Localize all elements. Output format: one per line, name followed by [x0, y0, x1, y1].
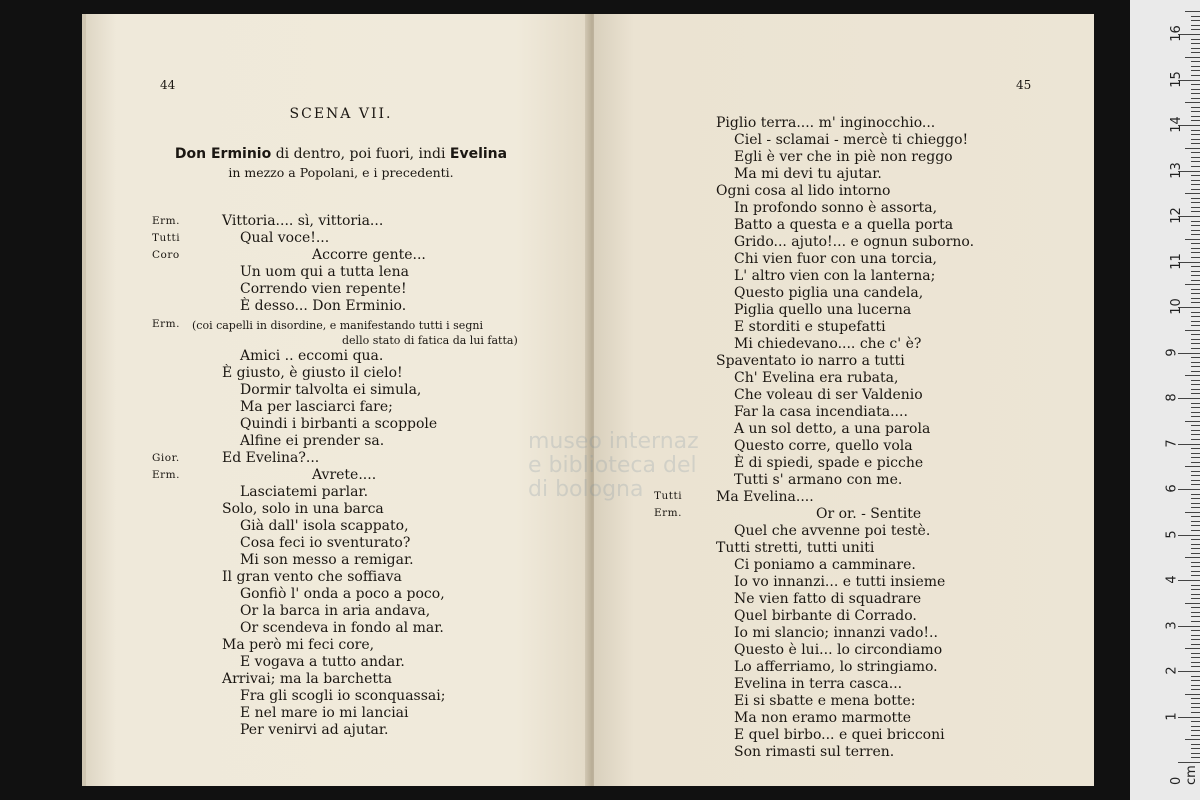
ruler-tick	[1191, 425, 1200, 426]
ruler-tick	[1178, 671, 1200, 672]
ruler-tick	[1178, 444, 1200, 445]
ruler-number: 12	[1168, 207, 1184, 224]
ruler-tick	[1185, 11, 1200, 12]
verse-line: A un sol detto, a una parola	[734, 421, 931, 437]
verse-line: Ma mi devi tu ajutar.	[734, 166, 882, 182]
verse-line: Ci poniamo a camminare.	[734, 557, 916, 573]
ruler-number: 2	[1164, 666, 1180, 675]
ruler-tick	[1191, 111, 1200, 112]
verse-line: Gonfiò l' onda a poco a poco,	[240, 586, 445, 602]
ruler-number: 15	[1168, 70, 1184, 88]
verse-line: Ma Evelina....	[716, 489, 814, 505]
ruler-tick	[1191, 66, 1200, 67]
ruler-tick	[1191, 321, 1200, 322]
ruler-tick	[1191, 175, 1200, 176]
ruler-tick	[1191, 434, 1200, 435]
ruler-tick	[1191, 257, 1200, 258]
ruler-tick	[1191, 348, 1200, 349]
ruler-tick	[1191, 120, 1200, 121]
speaker-label: Erm.	[654, 507, 682, 519]
ruler-tick	[1191, 362, 1200, 363]
verse-line: Spaventato io narro a tutti	[716, 353, 905, 369]
ruler-tick	[1185, 603, 1200, 604]
ruler-tick	[1185, 193, 1200, 194]
verse-line: In profondo sonno è assorta,	[734, 200, 938, 216]
ruler-tick	[1191, 339, 1200, 340]
verse-line: Evelina in terra casca...	[734, 676, 903, 692]
ruler-tick	[1191, 93, 1200, 94]
ruler-tick	[1191, 412, 1200, 413]
verse-line: Tutti stretti, tutti uniti	[716, 540, 875, 556]
verse-line: Cosa feci io sventurato?	[240, 535, 411, 551]
verse-line: Già dall' isola scappato,	[240, 518, 409, 534]
ruler-tick	[1191, 566, 1200, 567]
verse-line: Lasciatemi parlar.	[240, 484, 369, 500]
verse-line: Batto a questa e a quella porta	[734, 217, 954, 233]
ruler-tick	[1191, 207, 1200, 208]
ruler-tick	[1191, 480, 1200, 481]
ruler-tick	[1191, 180, 1200, 181]
ruler-tick	[1185, 284, 1200, 285]
verse-line: Or la barca in aria andava,	[240, 603, 431, 619]
verse-line: Or or. - Sentite	[816, 506, 922, 522]
ruler-tick	[1191, 612, 1200, 613]
ruler-tick	[1191, 143, 1200, 144]
ruler-tick	[1191, 266, 1200, 267]
ruler-tick	[1185, 466, 1200, 467]
ruler-tick	[1191, 166, 1200, 167]
ruler-tick	[1191, 139, 1200, 140]
ruler-tick	[1191, 707, 1200, 708]
verse-line: Mi chiedevano.... che c' è?	[734, 336, 922, 352]
ruler-number: 1	[1164, 711, 1180, 721]
ruler-tick	[1191, 653, 1200, 654]
ruler-tick	[1191, 585, 1200, 586]
ruler-tick	[1191, 189, 1200, 190]
verse-line: È di spiedi, spade e picche	[734, 455, 924, 471]
ruler-tick	[1191, 516, 1200, 517]
ruler-tick	[1191, 371, 1200, 372]
ruler-number: 7	[1164, 438, 1180, 448]
ruler-tick	[1191, 403, 1200, 404]
ruler-tick	[1191, 211, 1200, 212]
verse-line: Io vo innanzi... e tutti insieme	[734, 574, 946, 590]
ruler-tick	[1185, 239, 1200, 240]
ruler-tick	[1191, 157, 1200, 158]
verse-line: Son rimasti sul terren.	[734, 744, 895, 760]
ruler-tick	[1191, 293, 1200, 294]
speaker-label: Tutti	[654, 490, 683, 502]
watermark-line: e biblioteca del	[528, 453, 697, 478]
verse-line: Questo corre, quello vola	[734, 438, 913, 454]
ruler-tick	[1191, 635, 1200, 636]
verse-line: Vittoria.... sì, vittoria...	[222, 213, 384, 229]
ruler-tick	[1191, 525, 1200, 526]
verse-line: Quel birbante di Corrado.	[734, 608, 917, 624]
ruler-tick	[1191, 116, 1200, 117]
verse-line: Ma però mi feci core,	[222, 637, 375, 653]
ruler-tick	[1191, 302, 1200, 303]
verse-line: Ma non eramo marmotte	[734, 710, 912, 726]
ruler-number: 3	[1164, 620, 1180, 630]
ruler-number: 0 cm	[1169, 765, 1199, 785]
ruler-number: 16	[1168, 25, 1184, 42]
ruler-tick	[1191, 325, 1200, 326]
ruler-tick	[1191, 616, 1200, 617]
ruler-number: 13	[1168, 161, 1184, 179]
ruler-tick	[1191, 16, 1200, 17]
verse-line: Solo, solo in una barca	[222, 501, 384, 517]
ruler-tick	[1191, 457, 1200, 458]
ruler-number: 6	[1164, 484, 1180, 493]
ruler-tick	[1191, 407, 1200, 408]
ruler-tick	[1191, 598, 1200, 599]
ruler-tick	[1185, 330, 1200, 331]
ruler-tick	[1185, 375, 1200, 376]
speaker-label: Tutti	[152, 232, 181, 244]
ruler-tick	[1191, 384, 1200, 385]
ruler-tick	[1191, 726, 1200, 727]
ruler-tick	[1191, 553, 1200, 554]
ruler-tick	[1191, 594, 1200, 595]
page-number-right: 45	[1016, 78, 1032, 92]
verse-line: Accorre gente...	[312, 247, 426, 263]
ruler-tick	[1191, 721, 1200, 722]
ruler-tick	[1191, 607, 1200, 608]
ruler-tick	[1178, 489, 1200, 490]
ruler-tick	[1191, 685, 1200, 686]
verse-line: Quel che avvenne poi testè.	[734, 523, 931, 539]
ruler-tick	[1191, 316, 1200, 317]
ruler-tick	[1191, 453, 1200, 454]
ruler-tick	[1191, 416, 1200, 417]
ruler-tick	[1178, 535, 1200, 536]
verse-line: Qual voce!...	[240, 230, 330, 246]
ruler-tick	[1191, 539, 1200, 540]
verse-line: Mi son messo a remigar.	[240, 552, 414, 568]
ruler-tick	[1191, 712, 1200, 713]
ruler-tick	[1191, 202, 1200, 203]
verse-line: Or scendeva in fondo al mar.	[240, 620, 444, 636]
ruler-tick	[1191, 43, 1200, 44]
ruler-tick	[1191, 61, 1200, 62]
verse-line: Questo è lui... lo circondiamo	[734, 642, 943, 658]
verse-line: Ogni cosa al lido intorno	[716, 183, 891, 199]
ruler-tick	[1191, 221, 1200, 222]
ruler-number: 14	[1168, 116, 1184, 133]
ruler-number: 4	[1164, 575, 1180, 584]
ruler-tick	[1178, 717, 1200, 718]
verse-line: Alfine ei prender sa.	[240, 433, 385, 449]
ruler-tick	[1191, 275, 1200, 276]
ruler-tick	[1191, 448, 1200, 449]
verse-line: Un uom qui a tutta lena	[240, 264, 409, 280]
stage-direction: dello stato di fatica da lui fatta)	[342, 334, 518, 347]
verse-line: Il gran vento che soffiava	[222, 569, 402, 585]
verse-line: Piglio terra.... m' inginocchio...	[716, 115, 936, 131]
ruler-tick	[1191, 234, 1200, 235]
ruler-tick	[1185, 512, 1200, 513]
ruler-tick	[1191, 530, 1200, 531]
ruler-tick	[1178, 626, 1200, 627]
verse-line: Lo afferriamo, lo stringiamo.	[734, 659, 938, 675]
verse-line: È giusto, è giusto il cielo!	[222, 365, 403, 381]
ruler-tick	[1191, 84, 1200, 85]
ruler-tick	[1191, 475, 1200, 476]
speaker-label: Gior.	[152, 452, 180, 464]
ruler-tick	[1191, 298, 1200, 299]
ruler-number: 10	[1168, 298, 1184, 315]
ruler-tick	[1191, 198, 1200, 199]
ruler-tick	[1191, 70, 1200, 71]
ruler-tick	[1191, 462, 1200, 463]
ruler-tick	[1191, 494, 1200, 495]
ruler-tick	[1191, 748, 1200, 749]
verse-line: E vogava a tutto andar.	[240, 654, 405, 670]
ruler-tick	[1191, 471, 1200, 472]
ruler-tick	[1191, 243, 1200, 244]
ruler-number: 9	[1164, 347, 1180, 357]
ruler-tick	[1191, 430, 1200, 431]
ruler-tick	[1191, 389, 1200, 390]
verse-line: Chi vien fuor con una torcia,	[734, 251, 937, 267]
left-page	[82, 14, 592, 786]
heading-name-erminio: Don Erminio	[174, 146, 272, 162]
ruler-tick	[1191, 544, 1200, 545]
ruler-tick	[1191, 252, 1200, 253]
verse-line: Egli è ver che in piè non reggo	[734, 149, 953, 165]
ruler-tick	[1191, 503, 1200, 504]
verse-line: Ne vien fatto di squadrare	[734, 591, 922, 607]
page-number-left: 44	[160, 78, 176, 92]
ruler-tick	[1191, 575, 1200, 576]
heading-name-evelina: Evelina	[449, 146, 508, 162]
stage-direction: (coi capelli in disordine, e manifestando tutti i segni	[192, 319, 483, 332]
verse-line: Ei si sbatte e mena botte:	[734, 693, 916, 709]
ruler-tick	[1191, 334, 1200, 335]
ruler-tick	[1191, 689, 1200, 690]
verse-line: Per venirvi ad ajutar.	[240, 722, 389, 738]
speaker-label: Erm.	[152, 318, 180, 330]
watermark-line: museo internaz	[528, 429, 699, 454]
ruler-tick	[1191, 730, 1200, 731]
ruler-tick	[1191, 571, 1200, 572]
verse-line: Ed Evelina?...	[222, 450, 320, 466]
verse-line: Grido... ajuto!... e ognun suborno.	[734, 234, 975, 250]
ruler-tick	[1191, 639, 1200, 640]
ruler-tick	[1191, 698, 1200, 699]
ruler-tick	[1191, 39, 1200, 40]
ruler-tick	[1191, 644, 1200, 645]
ruler-tick	[1185, 148, 1200, 149]
ruler-tick	[1191, 161, 1200, 162]
verse-line: E nel mare io mi lanciai	[240, 705, 409, 721]
ruler-tick	[1191, 589, 1200, 590]
verse-line: E quel birbo... e quei bricconi	[734, 727, 945, 743]
speaker-label: Erm.	[152, 469, 180, 481]
ruler-tick	[1185, 739, 1200, 740]
ruler-tick	[1191, 630, 1200, 631]
ruler-tick	[1191, 548, 1200, 549]
ruler-tick	[1185, 57, 1200, 58]
museum-watermark	[528, 430, 699, 502]
ruler-tick	[1191, 666, 1200, 667]
ruler-tick	[1191, 735, 1200, 736]
verse-line: Questo piglia una candela,	[734, 285, 924, 301]
verse-line: Dormir talvolta ei simula,	[240, 382, 422, 398]
ruler-tick	[1191, 98, 1200, 99]
verse-line: Arrivai; ma la barchetta	[222, 671, 392, 687]
ruler-tick	[1191, 662, 1200, 663]
ruler-tick	[1191, 52, 1200, 53]
verse-line: Io mi slancio; innanzi vado!..	[734, 625, 938, 641]
ruler-tick	[1191, 107, 1200, 108]
ruler-number: 5	[1164, 529, 1180, 539]
right-page	[594, 14, 1094, 786]
ruler-number: 8	[1164, 393, 1180, 402]
ruler-tick	[1191, 271, 1200, 272]
watermark-line: di bologna	[528, 477, 644, 502]
ruler-tick	[1185, 694, 1200, 695]
ruler-tick	[1191, 703, 1200, 704]
verse-line: Fra gli scogli io sconquassai;	[240, 688, 446, 704]
verse-line: Correndo vien repente!	[240, 281, 407, 297]
ruler-tick	[1191, 366, 1200, 367]
verse-line: Ma per lasciarci fare;	[240, 399, 393, 415]
ruler-tick	[1191, 248, 1200, 249]
ruler-tick	[1185, 421, 1200, 422]
ruler-tick	[1185, 557, 1200, 558]
ruler-tick	[1185, 102, 1200, 103]
ruler-tick	[1191, 521, 1200, 522]
ruler-tick	[1178, 580, 1200, 581]
ruler-tick	[1191, 439, 1200, 440]
ruler-number: 11	[1168, 252, 1184, 270]
ruler-tick	[1191, 184, 1200, 185]
ruler-tick	[1191, 75, 1200, 76]
scene-heading	[86, 146, 596, 162]
ruler-tick	[1191, 312, 1200, 313]
speaker-label: Erm.	[152, 215, 180, 227]
ruler-tick	[1191, 676, 1200, 677]
scene-title: SCENA VII.	[289, 106, 393, 122]
ruler-tick	[1191, 380, 1200, 381]
open-book	[82, 14, 1094, 786]
ruler-tick	[1191, 48, 1200, 49]
ruler-tick	[1191, 280, 1200, 281]
ruler-tick	[1178, 398, 1200, 399]
ruler-tick	[1191, 20, 1200, 21]
ruler-tick	[1191, 289, 1200, 290]
verse-line: È desso... Don Erminio.	[240, 298, 407, 314]
verse-line: Ch' Evelina era rubata,	[734, 370, 899, 386]
heading-text: di dentro, poi fuori, indi	[275, 146, 446, 162]
ruler-tick	[1191, 89, 1200, 90]
ruler-tick	[1191, 134, 1200, 135]
verse-line: Far la casa incendiata....	[734, 404, 908, 420]
ruler-tick	[1191, 225, 1200, 226]
ruler-tick	[1191, 29, 1200, 30]
verse-line: Che voleau di ser Valdenio	[734, 387, 923, 403]
verse-line: Ciel - sclamai - mercè ti chieggo!	[734, 132, 969, 148]
ruler-tick	[1178, 353, 1200, 354]
verse-line: Piglia quello una lucerna	[734, 302, 912, 318]
ruler-tick	[1191, 507, 1200, 508]
verse-line: Avrete....	[312, 467, 377, 483]
ruler-tick	[1191, 562, 1200, 563]
ruler-tick	[1185, 648, 1200, 649]
ruler-tick	[1191, 744, 1200, 745]
ruler-tick	[1191, 393, 1200, 394]
ruler-tick	[1191, 680, 1200, 681]
measurement-ruler	[1130, 0, 1200, 800]
verse-line: Amici .. eccomi qua.	[240, 348, 384, 364]
ruler-tick	[1191, 484, 1200, 485]
ruler-tick	[1191, 152, 1200, 153]
ruler-tick	[1191, 130, 1200, 131]
ruler-tick	[1191, 343, 1200, 344]
verse-line: Quindi i birbanti a scoppole	[240, 416, 438, 432]
ruler-tick	[1191, 621, 1200, 622]
ruler-tick	[1191, 498, 1200, 499]
scene-heading-line2: in mezzo a Popolani, e i precedenti.	[228, 165, 454, 180]
ruler-tick	[1191, 230, 1200, 231]
ruler-tick	[1191, 357, 1200, 358]
verse-line: L' altro vien con la lanterna;	[734, 268, 936, 284]
ruler-tick	[1191, 25, 1200, 26]
ruler-tick	[1191, 657, 1200, 658]
verse-line: Tutti s' armano con me.	[734, 472, 903, 488]
verse-line: E storditi e stupefatti	[734, 319, 886, 335]
speaker-label: Coro	[152, 249, 180, 261]
